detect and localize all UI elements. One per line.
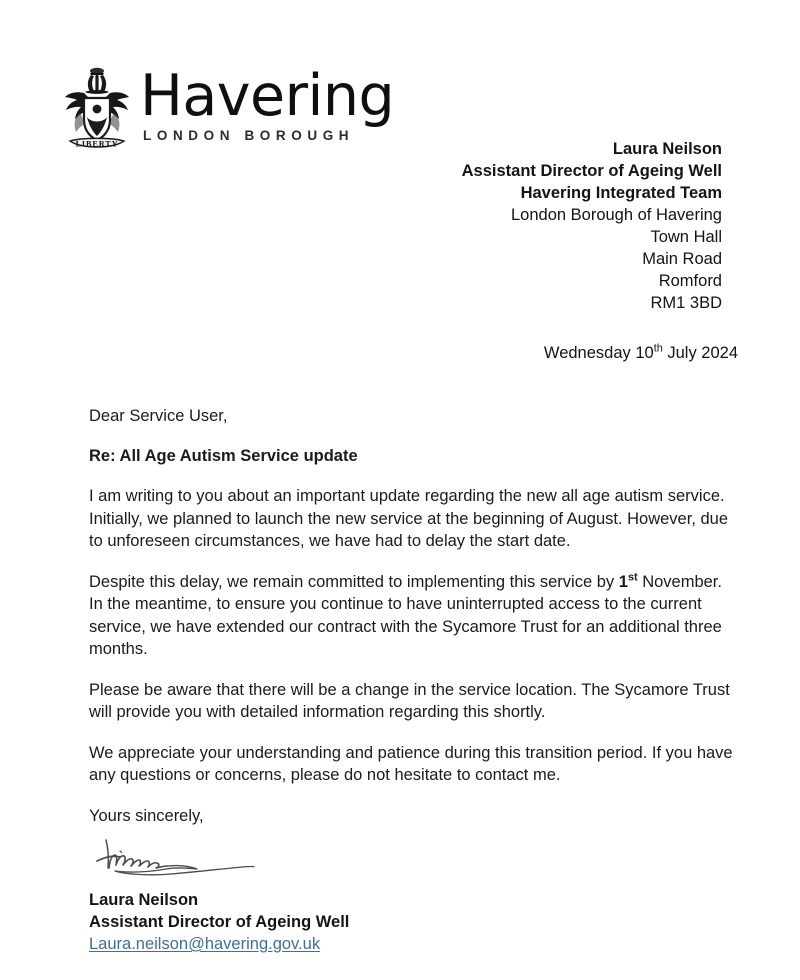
letter-body [89, 405, 739, 955]
sender-job-title: Assistant Director of Ageing Well [461, 162, 722, 180]
sender-organisation: London Borough of Havering [511, 206, 722, 224]
date-suffix: July 2024 [662, 344, 738, 362]
body-paragraph-2 [89, 571, 739, 661]
letterhead [60, 62, 394, 154]
wordmark [140, 62, 394, 143]
paragraph-2-text-before: Despite this delay, we remain committed to implementing this service by [89, 572, 619, 591]
handwritten-signature-icon [93, 835, 283, 883]
sender-postcode: RM1 3BD [650, 294, 722, 312]
wordmark-name: Havering [140, 63, 395, 129]
wordmark-subtitle: LONDON BOROUGH [143, 128, 355, 143]
sender-street: Main Road [642, 250, 722, 268]
sender-building: Town Hall [650, 228, 722, 246]
paragraph-2-date-number: 1 [618, 572, 628, 591]
havering-coat-of-arms-crest-icon [60, 62, 134, 154]
salutation: Dear Service User, [89, 407, 228, 425]
sender-team: Havering Integrated Team [520, 184, 722, 202]
signatory-name: Laura Neilson [89, 890, 199, 909]
body-paragraph-1: I am writing to you about an important update regarding the new all age autism service. Initially, we planned to launch the new service at the beginning of August. However, due to unforeseen circumstances, we have had to delay the start date. [89, 487, 729, 550]
signatory-title: Assistant Director of Ageing Well [89, 912, 350, 931]
sender-address-block [462, 138, 722, 314]
subject-line: Re: All Age Autism Service update [89, 447, 358, 465]
sender-name: Laura Neilson [612, 140, 722, 158]
signature-block [89, 889, 739, 955]
signatory-email-link[interactable]: Laura.neilson@havering.gov.uk [89, 934, 321, 953]
body-paragraph-4: We appreciate your understanding and patience during this transition period. If you have any questions or concerns, please do not hesitate to contact me. [89, 743, 733, 784]
body-paragraph-3: Please be aware that there will be a change in the service location. The Sycamore Trust will provide you with detailed information regarding this shortly. [89, 680, 730, 721]
closing-salutation: Yours sincerely, [89, 806, 204, 825]
date-prefix: Wednesday 10 [543, 344, 654, 362]
sender-town: Romford [658, 272, 722, 290]
letter-date [544, 342, 738, 364]
paragraph-2-date-ordinal: st [627, 571, 638, 583]
date-ordinal: th [653, 342, 663, 355]
paragraph-2-text-after: November. In the meantime, to ensure you continue to have uninterrupted access to the current service, we have extended our contract with the Sycamore Trust for an additional three months. [89, 572, 722, 658]
motto-text: LIBERTY [75, 139, 119, 149]
